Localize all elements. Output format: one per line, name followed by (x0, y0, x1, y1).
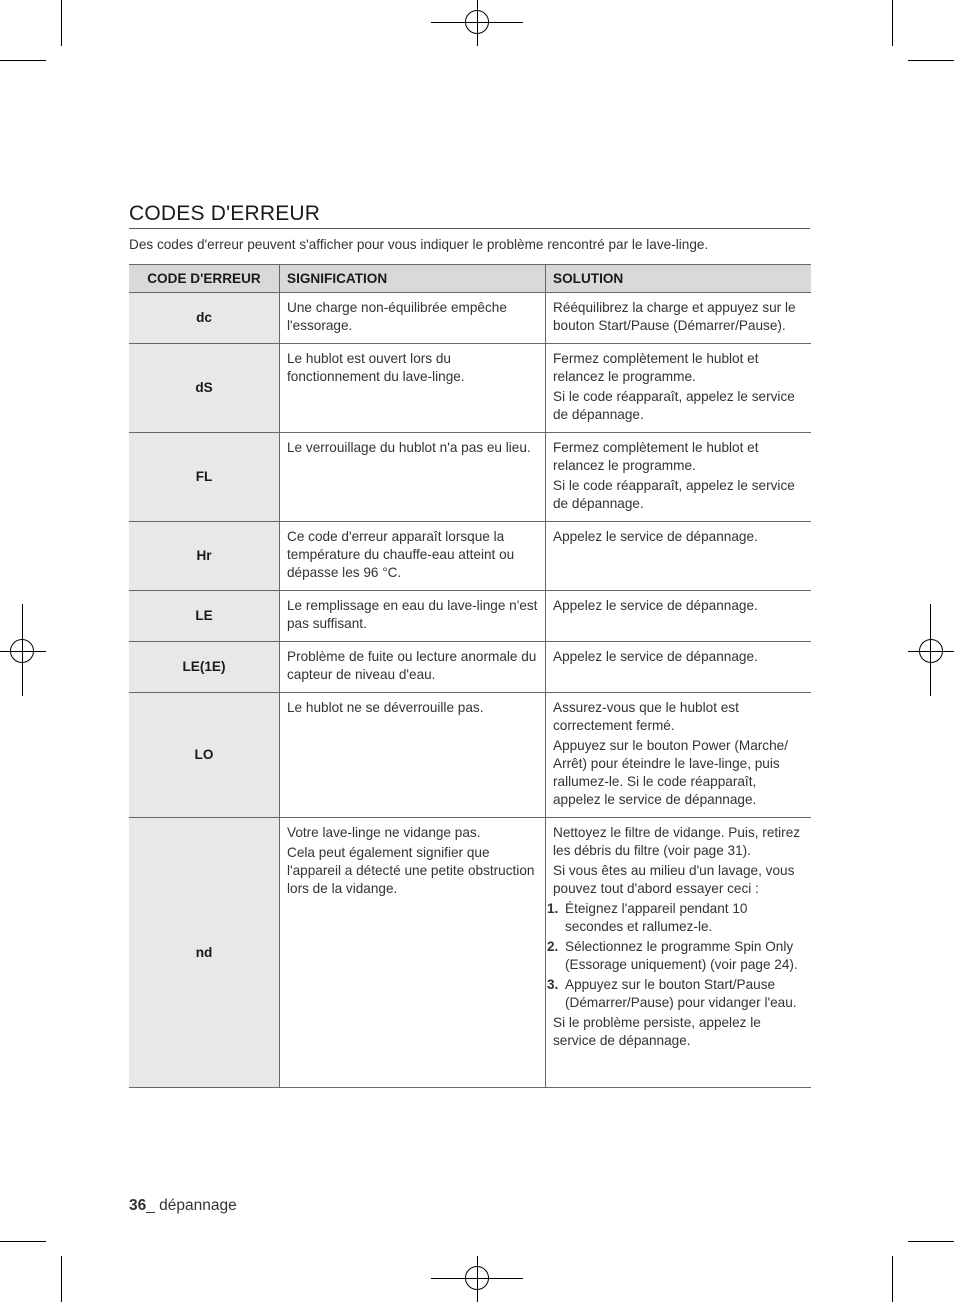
solution-text: Appuyez sur le bouton Power (Marche/ Arrêt) pour éteindre le lave-linge, puis rallumez-le. Si le code réapparaît, appelez le service de dépannage. (553, 738, 788, 807)
signification-cell (280, 693, 546, 818)
solution-cell (546, 642, 812, 693)
signification-text: Ce code d'erreur apparaît lorsque la température du chauffe-eau atteint ou dépasse les 96 °C. (287, 529, 515, 580)
table-row (129, 522, 811, 591)
solution-text: Appelez le service de dépannage. (553, 649, 758, 664)
signification-text: Le hublot est ouvert lors du fonctionnement du lave-linge. (287, 351, 465, 384)
header-code: CODE D'ERREUR (129, 265, 280, 293)
solution-text: Fermez complètement le hublot et relancez le programme. (553, 440, 759, 473)
signification-text: Le verrouillage du hublot n'a pas eu lieu. (287, 440, 531, 455)
registration-circle-right (919, 639, 943, 663)
solution-cell (546, 433, 812, 522)
signification-cell (280, 642, 546, 693)
registration-circle-bottom (465, 1266, 489, 1290)
step-number: 2. (547, 939, 559, 954)
header-signification: SIGNIFICATION (280, 265, 546, 293)
table-row (129, 818, 811, 1088)
signification-cell (280, 293, 546, 344)
intro-text: Des codes d'erreur peuvent s'afficher pour vous indiquer le problème rencontré par le lave-linge. (129, 237, 709, 252)
crop-mark (0, 1241, 46, 1242)
error-code: dc (129, 293, 280, 344)
crop-mark (908, 1241, 954, 1242)
step-text: Sélectionnez le programme Spin Only (Essorage uniquement) (voir page 24). (565, 939, 798, 972)
table-row (129, 433, 811, 522)
signification-cell (280, 522, 546, 591)
solution-cell (546, 591, 812, 642)
signification-text: Cela peut également signifier que l'appareil a détecté une petite obstruction lors de la vidange. (287, 845, 535, 896)
crop-mark (61, 1256, 62, 1302)
error-code: nd (129, 818, 280, 1088)
error-code: LE(1E) (129, 642, 280, 693)
crop-mark (892, 0, 893, 46)
crop-mark (892, 1256, 893, 1302)
solution-cell (546, 293, 812, 344)
solution-text: Si le problème persiste, appelez le service de dépannage. (553, 1015, 761, 1048)
crop-mark (61, 0, 62, 46)
step-number: 1. (547, 901, 559, 916)
registration-circle-top (465, 10, 489, 34)
error-code: LO (129, 693, 280, 818)
error-code: dS (129, 344, 280, 433)
solution-text: Si le code réapparaît, appelez le service de dépannage. (553, 389, 795, 422)
signification-text: Problème de fuite ou lecture anormale du capteur de niveau d'eau. (287, 649, 537, 682)
solution-text: Assurez-vous que le hublot est correctement fermé. (553, 700, 739, 733)
page-number: 36 (129, 1197, 147, 1214)
error-codes-table (129, 264, 811, 1088)
title-rule (129, 228, 810, 229)
signification-text: Le hublot ne se déverrouille pas. (287, 700, 484, 715)
solution-text: Fermez complètement le hublot et relancez le programme. (553, 351, 759, 384)
solution-cell (546, 818, 812, 1088)
table-row (129, 642, 811, 693)
solution-step (547, 976, 804, 1012)
signification-text: Votre lave-linge ne vidange pas. (287, 825, 481, 840)
solution-text: Appelez le service de dépannage. (553, 529, 758, 544)
solution-cell (546, 522, 812, 591)
footer-section: _ dépannage (146, 1197, 237, 1214)
step-text: Appuyez sur le bouton Start/Pause (Démarrer/Pause) pour vidanger l'eau. (565, 977, 797, 1010)
solution-step (547, 938, 804, 974)
signification-cell (280, 344, 546, 433)
error-code: Hr (129, 522, 280, 591)
solution-cell (546, 693, 812, 818)
page-title: CODES D'ERREUR (129, 202, 321, 225)
solution-text: Rééquilibrez la charge et appuyez sur le bouton Start/Pause (Démarrer/Pause). (553, 300, 796, 333)
solution-text: Nettoyez le filtre de vidange. Puis, retirez les débris du filtre (voir page 31). (553, 825, 801, 858)
solution-cell (546, 344, 812, 433)
table-header-row (129, 265, 811, 293)
signification-cell (280, 591, 546, 642)
header-solution: SOLUTION (546, 265, 812, 293)
table-row (129, 293, 811, 344)
signification-text: Le remplissage en eau du lave-linge n'est pas suffisant. (287, 598, 538, 631)
solution-text: Si le code réapparaît, appelez le service de dépannage. (553, 478, 795, 511)
table-row (129, 591, 811, 642)
step-number: 3. (547, 977, 559, 992)
solution-text: Appelez le service de dépannage. (553, 598, 758, 613)
crop-mark (908, 60, 954, 61)
signification-cell (280, 433, 546, 522)
solution-text: Si vous êtes au milieu d'un lavage, vous pouvez tout d'abord essayer ceci : (553, 863, 795, 896)
signification-text: Une charge non-équilibrée empêche l'essorage. (287, 300, 507, 333)
table-row (129, 693, 811, 818)
signification-cell (280, 818, 546, 1088)
registration-circle-left (10, 639, 34, 663)
error-code: LE (129, 591, 280, 642)
error-code: FL (129, 433, 280, 522)
crop-mark (0, 60, 46, 61)
table-row (129, 344, 811, 433)
step-text: Éteignez l'appareil pendant 10 secondes et rallumez-le. (565, 901, 748, 934)
page-footer (129, 1197, 237, 1215)
solution-step (547, 900, 804, 936)
